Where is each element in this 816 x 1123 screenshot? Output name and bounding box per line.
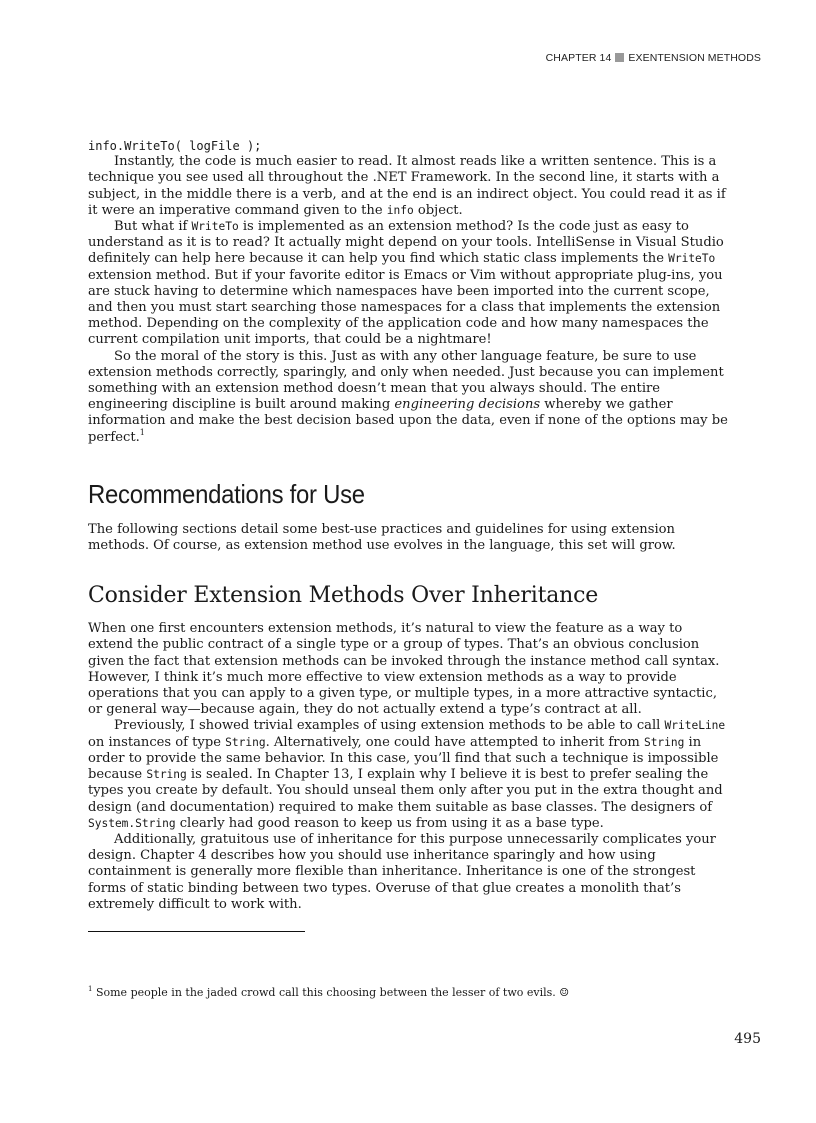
footnote-rule [88, 931, 305, 932]
subsection-heading: Consider Extension Methods Over Inheritance [88, 583, 599, 609]
footnote-text: Some people in the jaded crowd call this choosing between the lesser of two evils. ☺ [95, 986, 570, 999]
inline-code: WriteTo [668, 252, 716, 266]
chapter-label: CHAPTER 14 [545, 52, 612, 64]
emphasis: engineering decisions [394, 397, 541, 413]
page-number: 495 [734, 1031, 761, 1047]
paragraph-readability: Instantly, the code is much easier to read. It almost reads like a written sentence. This is a technique you see used all throughout the .NET Framework. In the second line, it starts with a subject, in the middle there is a verb, and at the end is an indirect object. You could read it as if it were an imperative command given to the info object. [88, 154, 726, 218]
paragraph-moral: So the moral of the story is this. Just as with any other language feature, be sure to use extension methods correctly, sparingly, and only when needed. Just because you can implement something with an extension method doesn’t mean that you always should. The entire engineering discipline is built around making engineering decisions whereby we gather information and make the best decision based upon the data, even if none of the options may be perfect.$^1$ [88, 348, 728, 445]
section-heading: Recommendations for Use [88, 478, 365, 509]
code-snippet: info.WriteTo( logFile ); [88, 139, 262, 153]
chapter-title: EXENTENSION METHODS [628, 52, 761, 64]
paragraph-examples: Previously, I showed trivial examples of using extension methods to be able to call WriteLine on instances of type String. Alternatively, one could have attempted to inherit from String in order to provide the same behavior. In this case, you’ll find that such a technique is impossible because String is sealed. In Chapter 13, I explain why I believe it is best to prefer sealing the types you create by default. You should unseal them only after you put in the extra thought and design (and documentation) required to make them suitable as base classes. The designers of System.String clearly had good reason to keep us from using it as a base type. [88, 718, 726, 831]
running-header [546, 52, 761, 64]
footnote [88, 986, 728, 999]
inline-code: System.String [88, 816, 176, 830]
paragraph-intro: The following sections detail some best-use practices and guidelines for using extension methods. Of course, as extension method use evolves in the language, this set will grow. [88, 521, 676, 554]
footnote-ref[interactable]: 1 [139, 427, 145, 437]
paragraph-additionally: Additionally, gratuitous use of inheritance for this purpose unnecessarily complicates your design. Chapter 4 describes how you should use inheritance sparingly and how using containment is generally more flexible than inheritance. Inheritance is one of the strongest forms of static binding between two types. Overuse of that glue creates a monolith that’s extremely difficult to work with. [88, 831, 716, 912]
inline-code: WriteLine [664, 719, 726, 733]
header-separator-icon [615, 53, 624, 62]
inline-code: String [225, 735, 266, 749]
inline-code: info [386, 203, 414, 217]
inline-code: String [643, 735, 685, 749]
page-body [88, 138, 728, 913]
paragraph-tools: But what if WriteTo is implemented as an extension method? Is the code just as easy to understand as it is to read? It actually might depend on your tools. IntelliSense in Visual Studio definitely can help here because it can help you find which static class implements the WriteTo extension method. But if your favorite editor is Emacs or Vim without appropriate plug-ins, you are stuck having to determine which namespaces have been imported into the current scope, and then you must start searching those namespaces for a class that implements the extension method. Depending on the complexity of the application code and how many namespaces the current compilation unit imports, that could be a nightmare! [88, 219, 724, 348]
footnote-number: 1 [88, 985, 93, 993]
inline-code: WriteTo [191, 220, 239, 234]
inline-code: String [146, 768, 187, 782]
paragraph-inheritance: When one first encounters extension methods, it’s natural to view the feature as a way to extend the public contract of a single type or a group of types. That’s an obvious conclusion given the fact that extension methods can be invoked through the instance method call syntax. However, I think it’s much more effective to view extension methods as a way to provide operations that you can apply to a given type, or multiple types, in a more attractive syntactic, or general way—because again, they do not actually extend a type’s contract at all. [88, 621, 720, 718]
